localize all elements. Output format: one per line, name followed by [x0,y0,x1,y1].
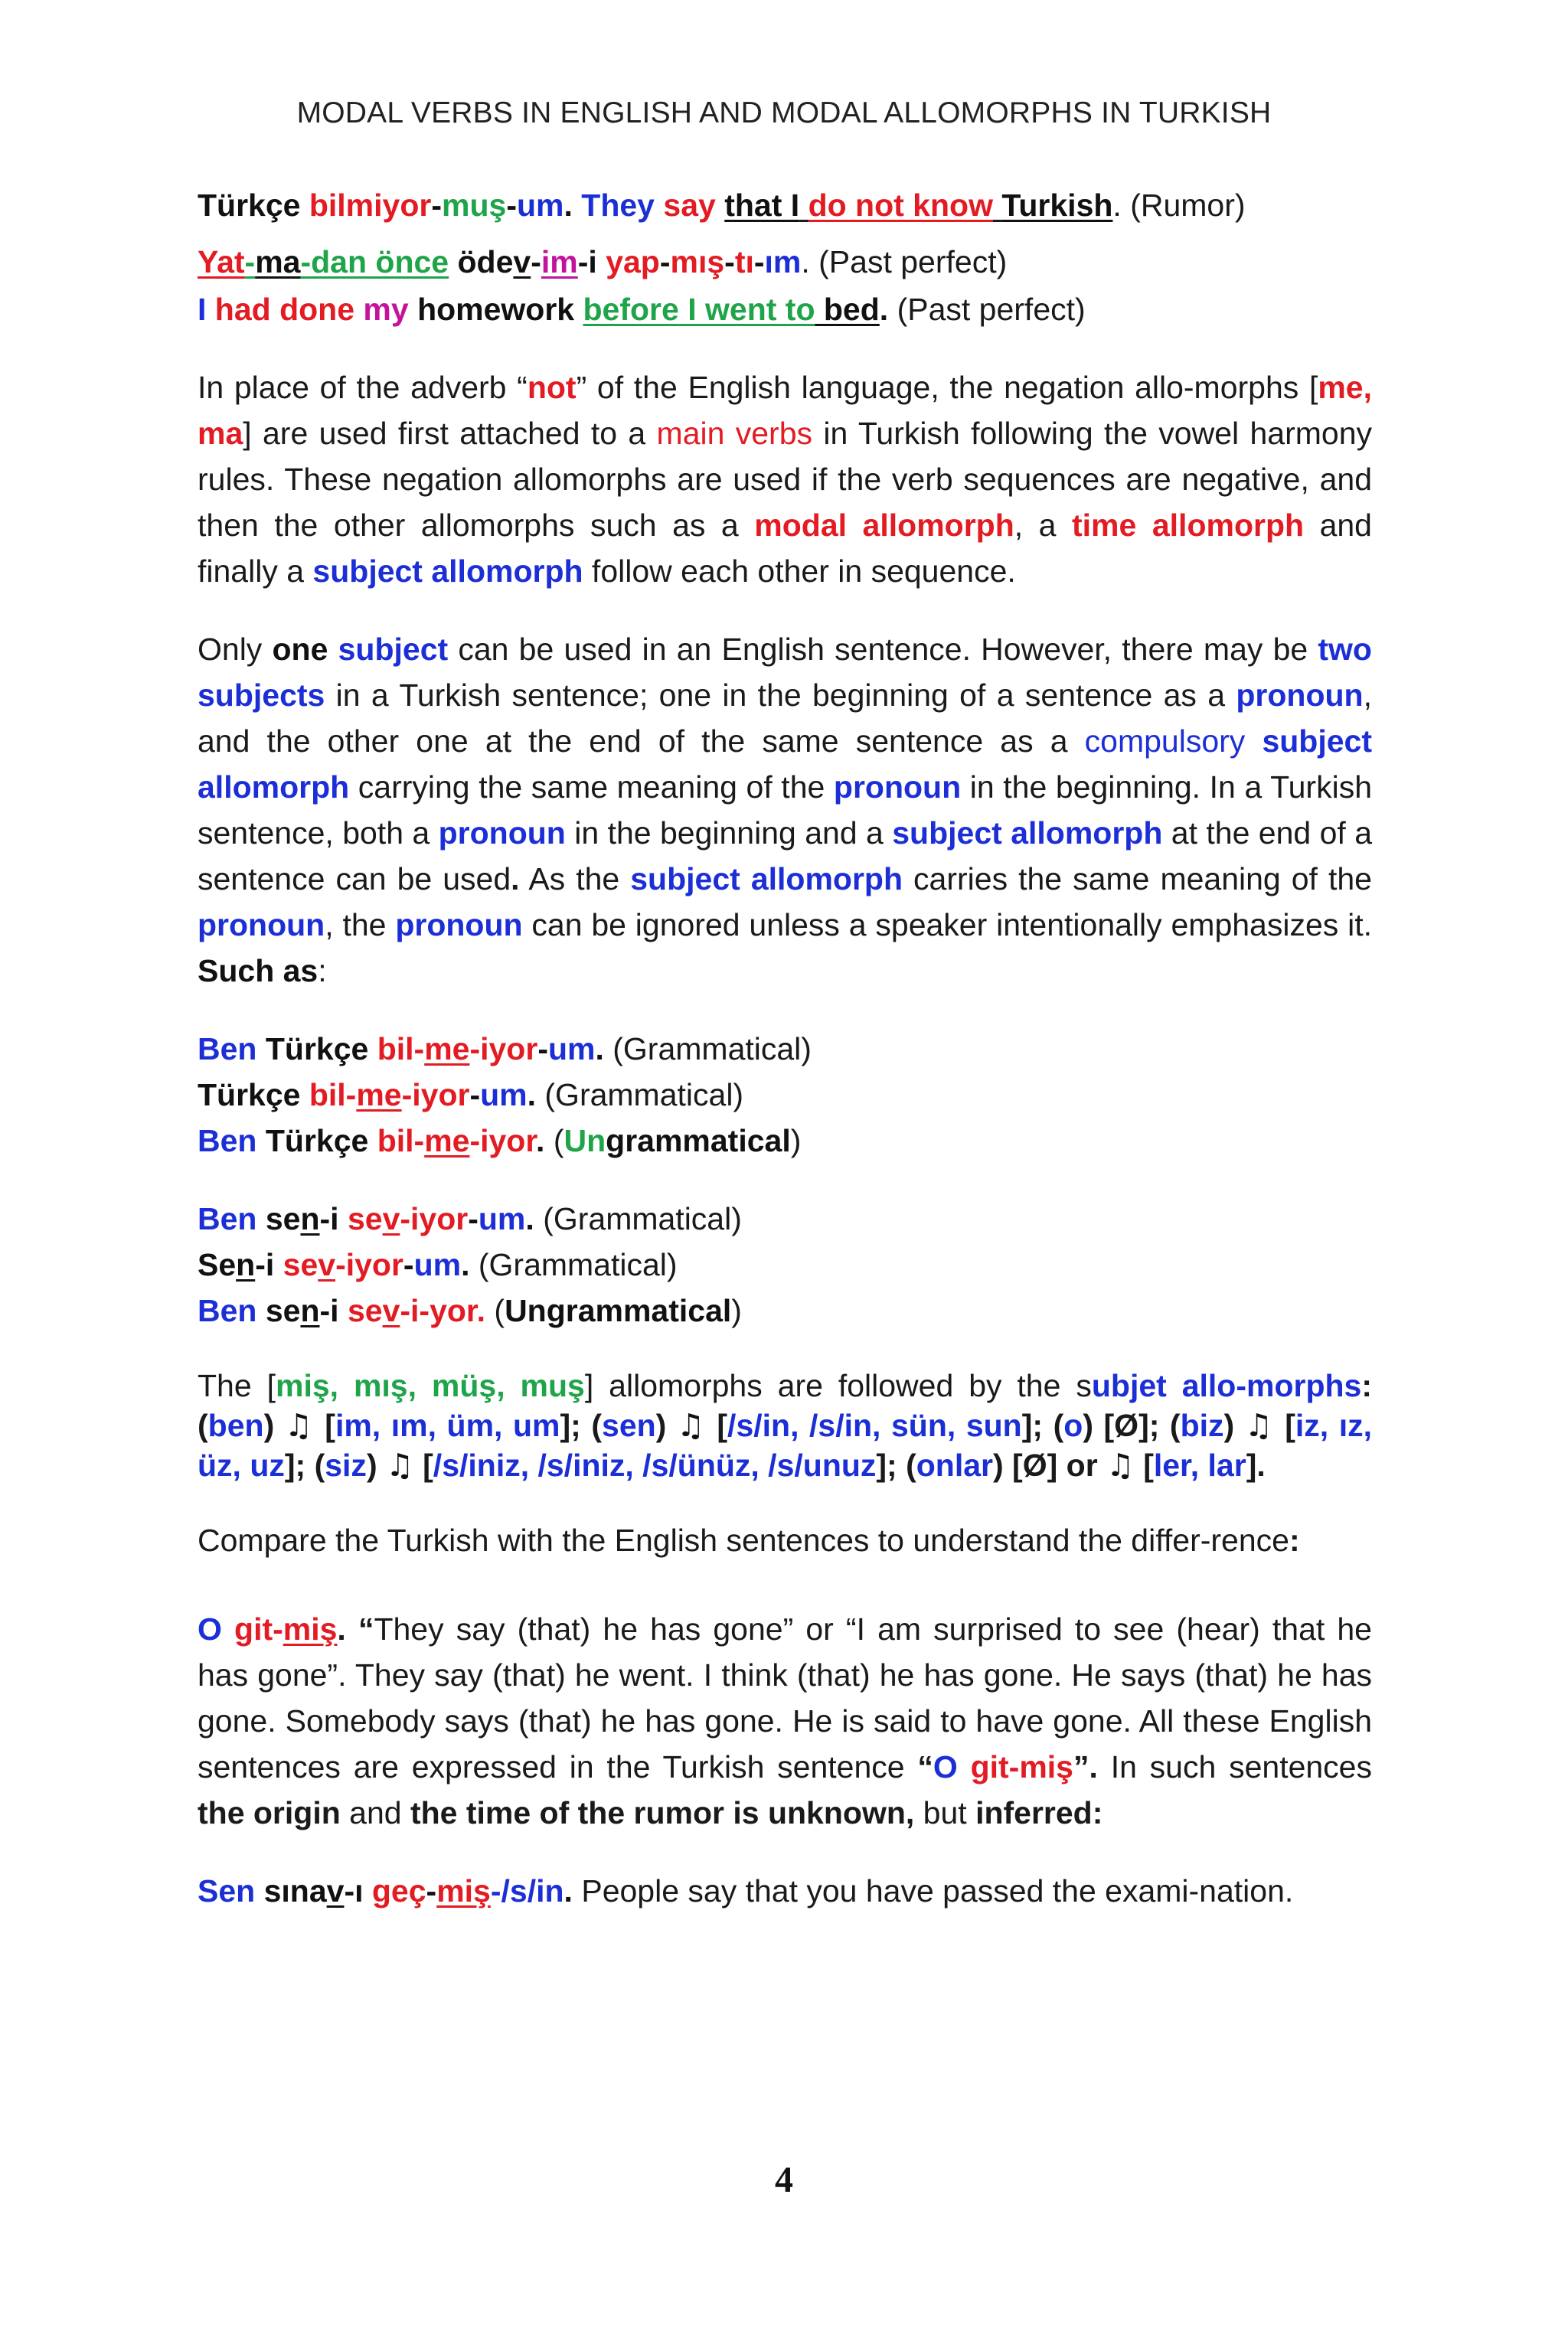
paragraph-rumor [198,1606,1372,1836]
keyword: siz [325,1448,367,1483]
word: me [424,1031,470,1066]
word: -iyor [469,1031,538,1066]
word: -/s/in [490,1873,564,1909]
keyword: git- [221,1611,283,1647]
text: , and the other one at the end of the same sentence as a [198,678,1372,759]
text: . [511,861,520,896]
list-item [198,1072,1372,1118]
word: my [354,292,409,327]
keyword: biz [1180,1408,1224,1443]
text [1245,723,1262,759]
word: tı [734,244,754,279]
punct: . [527,1077,537,1112]
word: Yat [198,244,245,279]
text: ) [263,1408,285,1443]
word: -iyor [400,1201,469,1236]
keyword: pronoun [833,769,962,805]
example-past-perfect-en [198,286,1372,332]
word: do not know [808,188,993,223]
text: As the [519,861,631,896]
punct: ) [731,1293,742,1328]
hyphen: - [403,1247,414,1282]
example-rumor [198,182,1372,228]
text: in the beginning and a [565,815,893,851]
list-item [198,1288,1372,1334]
keyword: time allomorph [1072,508,1305,543]
word: Turkish [1001,188,1113,223]
list-item [198,1026,1372,1072]
keyword: git- [957,1749,1020,1784]
keyword: pronoun [1236,678,1364,713]
music-note-icon: ♫ [385,1447,414,1484]
prefix: Un [564,1123,606,1158]
word: se [347,1293,383,1328]
text: follow each other in sequence. [583,553,1016,589]
page-body [198,182,1372,1914]
word: me [424,1123,470,1158]
text: People say that you have passed the exami-nation. [572,1873,1294,1909]
music-note-icon: ♫ [284,1407,315,1444]
keyword: im, ım, üm, um [335,1408,560,1443]
word: me [356,1077,402,1112]
word: muş [442,188,507,223]
keyword: not [527,370,577,405]
text: : [1289,1523,1300,1558]
text: ) [366,1448,386,1483]
text: ) [Ø]; ( [1083,1408,1181,1443]
punct: . [564,1873,573,1909]
text: ) [Ø] or [993,1448,1107,1483]
keyword: O [933,1749,958,1784]
keyword: pronoun [198,907,325,942]
music-note-icon: ♫ [1244,1407,1275,1444]
keyword: Sen [198,1873,256,1909]
word: v [382,1201,400,1236]
punct: . [525,1201,534,1236]
word: mış [670,244,725,279]
word: I went [678,292,777,327]
text: ] are used first attached to a [243,416,657,451]
keyword: subject allomorph [198,723,1372,805]
word: Ben [198,1123,257,1158]
music-note-icon: ♫ [676,1407,707,1444]
keyword: subject allomorph [312,553,583,589]
word: bil- [377,1123,425,1158]
keyword: o [1063,1408,1083,1443]
punct: ) [790,1123,802,1158]
label: ( [485,1293,505,1328]
word: ma [255,244,301,279]
word: se [283,1247,318,1282]
word: bilmiyor [309,188,432,223]
keyword: miş [283,1611,338,1647]
word: Türkçe [198,188,301,223]
text: and [340,1795,410,1830]
word: -i [577,244,606,279]
keyword: ubjet allo-morphs [1091,1368,1362,1403]
hyphen: - [244,244,256,279]
word: um [478,1201,526,1236]
text: ]; ( [1021,1408,1064,1443]
text: at the end of a sentence can be used [198,815,1372,896]
hyphen: - [724,244,735,279]
word: I [198,292,207,327]
paragraph-subjects [198,626,1372,994]
word: -i [319,1201,348,1236]
keyword: the origin [198,1795,341,1830]
label: (Grammatical) [536,1077,744,1112]
punct: . [536,1123,545,1158]
word: -ı [344,1873,372,1909]
text: can be ignored unless a speaker intentionally emphasizes it. [522,907,1372,942]
word: se [347,1201,383,1236]
word: v [513,244,531,279]
word: um [516,188,564,223]
paragraph-negation [198,364,1372,594]
label: . (Past perfect) [801,244,1008,279]
keyword: /s/in, /s/in, sün, sun [727,1408,1022,1443]
list-item [198,1118,1372,1164]
word: -iyor [469,1123,537,1158]
word: -i-yor. [400,1293,486,1328]
example-past-perfect-tr [198,239,1372,285]
keyword: pronoun [438,815,566,851]
text: : [318,953,327,988]
label: Ungrammatical [505,1293,732,1328]
keyword: /s/iniz, /s/iniz, /s/ünüz, /s/unuz [433,1448,877,1483]
word: to [776,292,815,327]
text: ” of the English language, the negation allo-morphs [ [576,370,1318,405]
word: homework [408,292,575,327]
word: -iyor [335,1247,403,1282]
keyword: ben [207,1408,264,1443]
keyword: O [198,1611,222,1647]
text: [ [314,1408,335,1443]
text: ]. [1246,1448,1266,1483]
word: ım [764,244,802,279]
keyword: inferred: [975,1795,1103,1830]
keyword: subject [338,632,449,667]
word: that I [724,188,800,223]
text: In such sentences [1097,1749,1372,1784]
word: geç [371,1873,426,1909]
keyword: main verbs [656,416,813,451]
word: They [581,188,655,223]
text: In place of the adverb “ [198,370,528,405]
keyword: sen [602,1408,656,1443]
text: [ [1274,1408,1295,1443]
text: [ [1134,1448,1154,1483]
text: . [337,1611,346,1647]
text: [ [706,1408,728,1443]
word: se [256,1293,301,1328]
label: (Past perfect) [888,292,1086,327]
label: . (Rumor) [1112,188,1246,223]
keyword: pronoun [395,907,523,942]
example-list-bilmek [198,1026,1372,1164]
text [328,632,338,667]
hyphen: - [468,1201,479,1236]
keyword: subject allomorph [630,861,903,896]
text: ] allomorphs are followed by the s [584,1368,1092,1403]
word: bil- [309,1077,357,1112]
text: in a Turkish sentence; one in the beginning of a sentence as a [325,678,1236,713]
text: : ( [198,1368,1373,1443]
music-note-icon: ♫ [1106,1447,1135,1484]
word: im [541,244,578,279]
text: [ [413,1448,433,1483]
hyphen: - [431,188,442,223]
label: (Grammatical) [603,1031,812,1066]
word: Ben [198,1201,257,1236]
list-item [198,1242,1372,1288]
text: , the [325,907,396,942]
text: The [ [198,1368,276,1403]
text: carrying the same meaning of the [349,769,834,805]
keyword: modal allomorph [754,508,1014,543]
word: Türkçe [256,1123,377,1158]
word: v [326,1873,345,1909]
text: They say (that) he has gone” or “I am surprised to see (hear) that he has gone”. They say (that) he went. I think (that) he has gone. He says (that) he has gone. Somebody says (that) he has gone. He is said to have gone. All these English sentences are expressed in the Turkish sentence [198,1611,1372,1784]
hyphen: - [659,244,671,279]
label: (Grammatical) [469,1247,678,1282]
label: ( [544,1123,564,1158]
word: had done [206,292,355,327]
text: ”. [1073,1749,1098,1784]
keyword: compulsory [1084,723,1246,759]
word: n [300,1293,320,1328]
hyphen: - [537,1031,548,1066]
paragraph-example-exam [198,1868,1372,1914]
text: “ [917,1749,933,1784]
word: -i [255,1247,283,1282]
text: in Turkish following the vowel harmony rules. These negation allomorphs are used if the verb sequences are negative, and then the other allomorphs such as a [198,416,1372,543]
punct: . [595,1031,604,1066]
page-number: 4 [775,2160,793,2200]
word: bil- [377,1031,425,1066]
text: carries the same meaning of the [903,861,1372,896]
word: before [583,292,679,327]
text: ) [655,1408,677,1443]
keyword: miş, mış, müş, muş [275,1368,585,1403]
word: um [413,1247,462,1282]
text: ]; ( [284,1448,325,1483]
list-item [198,1196,1372,1242]
text: can be used in an English sentence. However, there may be [448,632,1318,667]
hyphen: - [469,1077,481,1112]
hyphen: - [753,244,765,279]
word: Ben [198,1031,257,1066]
text: , a [1014,508,1073,543]
text: but [914,1795,976,1830]
text: “ [345,1611,374,1647]
word: um [480,1077,528,1112]
word: v [382,1293,400,1328]
paragraph-compare [198,1517,1372,1563]
word: se [256,1201,301,1236]
keyword: me, ma [198,370,1372,451]
running-header: MODAL VERBS IN ENGLISH AND MODAL ALLOMORPHS IN TURKISH [296,96,1272,129]
keyword: one [272,632,328,667]
label: (Grammatical) [534,1201,742,1236]
word: Ben [198,1293,257,1328]
word: n [236,1247,256,1282]
word: öde [457,244,514,279]
space [449,244,457,279]
punct: . [879,292,889,327]
keyword: the time of the rumor is unknown, [410,1795,915,1830]
word: say [663,188,716,223]
word: n [300,1201,320,1236]
hyphen: - [426,1873,437,1909]
word: miş [436,1873,491,1909]
text: ]; ( [560,1408,603,1443]
punct: . [461,1247,470,1282]
word: -iyor [401,1077,470,1112]
keyword: ler, lar [1153,1448,1246,1483]
hyphen: - [531,244,541,279]
keyword: two subjects [198,632,1372,713]
text: ]; ( [876,1448,916,1483]
keyword: onlar [916,1448,994,1483]
word: v [318,1247,336,1282]
word: -i [319,1293,348,1328]
paragraph-allomorphs [198,1366,1372,1485]
hyphen: - [506,188,517,223]
keyword: iz, ız, üz, uz [198,1408,1373,1483]
word: bed [815,292,880,327]
keyword: Such as [198,953,318,988]
text: Only [198,632,273,667]
text: ) [1223,1408,1245,1443]
text: Compare the Turkish with the English sentences to understand the differ-rence [198,1523,1289,1558]
word: sına [255,1873,327,1909]
punct: . [564,188,573,223]
word: um [547,1031,596,1066]
keyword: miş [1019,1749,1073,1784]
word: -dan önce [300,244,449,279]
example-list-sevmek [198,1196,1372,1334]
text: and finally a [198,508,1372,589]
keyword: subject allomorph [892,815,1163,851]
word: Se [198,1247,237,1282]
label: grammatical [606,1123,791,1158]
word: Türkçe [256,1031,377,1066]
word: Türkçe [198,1077,309,1112]
word: yap [606,244,660,279]
text: in the beginning. In a Turkish sentence, both a [198,769,1372,851]
